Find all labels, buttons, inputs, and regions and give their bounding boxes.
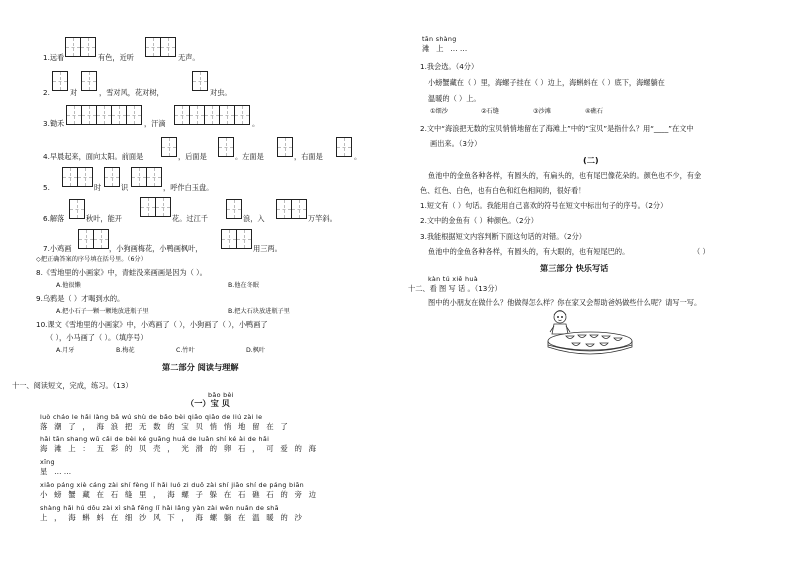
q8-text: 8.《雪地里的小画家》中，青蛙没来画画是因为（ ）。 (36, 268, 207, 277)
q2-text: 2. (43, 88, 50, 97)
answer-box[interactable] (174, 105, 190, 125)
answer-box[interactable] (226, 199, 242, 219)
q4-text: ，右面是 (294, 152, 323, 161)
r-q1-option[interactable]: ②石缝 (481, 108, 499, 115)
answer-box[interactable] (218, 137, 234, 157)
answer-box[interactable] (161, 137, 177, 157)
q3-text: 。 (252, 119, 260, 128)
answer-box[interactable] (111, 105, 127, 125)
q3-text: ，汗滴 (144, 119, 166, 128)
answer-box[interactable] (80, 37, 96, 57)
q9-text: 9.乌鸦是（ ）才喝到水的。 (36, 294, 125, 303)
q7-text: ，小狗画梅花，小鸭画枫叶， (109, 244, 203, 253)
answer-box[interactable] (81, 105, 97, 125)
passage-line: 小 螃 蟹 藏 在 石 缝 里 ， 海 螺 子 躲 在 石 礁 石 的 旁 边 (40, 490, 319, 499)
q11-text: 十一、阅读短文，完成，练习。（13） (12, 381, 133, 390)
answer-box[interactable] (219, 105, 235, 125)
answer-box[interactable] (140, 197, 156, 217)
q1-text: 无声。 (178, 53, 200, 62)
answer-box[interactable] (69, 199, 85, 219)
answer-box[interactable] (52, 71, 68, 91)
passage-pinyin: xiǎo páng xiè cáng zài shí fèng lǐ hǎi luó zi duǒ zài shí jiāo shí de páng biān (40, 481, 305, 489)
answer-box[interactable] (192, 71, 208, 91)
q7-text: 7.小鸡画 (43, 244, 72, 253)
r-q1-title: 1.我会选。（4分） (420, 62, 479, 71)
q6-text: 6.解落 (43, 214, 65, 223)
answer-box[interactable] (155, 197, 171, 217)
sec2-q3-answer[interactable]: （ ） (693, 247, 710, 256)
top-continuation: 滩 上 …… (422, 44, 470, 53)
q6-text: 秋叶，能开 (86, 214, 122, 223)
passage-line: 落 潮 了 ， 海 浪 把 无 数 的 宝 贝 悄 悄 地 留 在 了 (40, 422, 290, 431)
q7-text: 用三两。 (253, 244, 282, 253)
sec1-pinyin: bǎo bèi (208, 391, 234, 399)
answer-box[interactable] (104, 167, 120, 187)
answer-box[interactable] (277, 137, 293, 157)
sec2-q1: 1.短文有（ ）句话。我能用自己喜欢的符号在短文中标出句子的序号。（2分） (420, 201, 668, 210)
q3-text: 3.锄禾 (43, 119, 65, 128)
q12-pinyin: kàn tú xiě huà (428, 275, 478, 283)
sec2-q3: 3.我能根据短文内容判断下面这句话的对错。（2分） (420, 232, 586, 241)
q9-option-b[interactable]: B.把大石块放进瓶子里 (228, 308, 290, 315)
passage-line: 海 滩 上 ： 五 彩 的 贝 壳 ， 光 滑 的 卵 石 ， 可 爱 的 海 (40, 444, 319, 453)
q1-text: 有色，近听 (98, 53, 134, 62)
answer-box[interactable] (62, 167, 78, 187)
q10-text: （ ），小马画了（ ）。（填序号） (46, 333, 148, 342)
q5-text: ，呼作白玉盘。 (163, 183, 214, 192)
answer-box[interactable] (276, 199, 292, 219)
sec2-q3-statement: 鱼池中的金鱼各种各样，有圆头的，有大眼的，也有短尾巴的。 (428, 247, 630, 256)
answer-box[interactable] (204, 105, 220, 125)
passage-pinyin: xīng (40, 458, 55, 466)
answer-box[interactable] (291, 199, 307, 219)
answer-box[interactable] (65, 37, 81, 57)
q4-text: 。 (354, 152, 362, 161)
q10-option-b[interactable]: B.梅花 (116, 347, 135, 354)
sec2-passage: 色、红色、白色，也有白色和红色相间的，很好看！ (420, 186, 586, 195)
q5-text: 时 (94, 183, 102, 192)
passage-line: 上 ， 海 蝌 蚪 在 细 沙 风 下 ， 海 螺 躺 在 温 暖 的 沙 (40, 513, 305, 522)
q5-text: 5. (43, 183, 50, 192)
r-q1-option[interactable]: ④礁石 (585, 108, 603, 115)
r-q2-text: 2.文中“海浪把无数的宝贝悄悄地留在了海滩上”中的“宝贝”是指什么？用“____”在文中 (420, 124, 694, 133)
answer-box[interactable] (236, 229, 252, 249)
child-with-bowls-illustration (530, 305, 640, 360)
q6-text: 万竿斜。 (308, 214, 337, 223)
passage-line: 星 …… (40, 467, 74, 476)
answer-box[interactable] (160, 37, 176, 57)
answer-box[interactable] (145, 37, 161, 57)
q10-option-a[interactable]: A.月牙 (56, 347, 75, 354)
passage-pinyin: shàng hǎi hú dǒu zài xì shā fēng lǐ hǎi lǎng yàn zài wēn nuǎn de shā (40, 504, 279, 512)
answer-box[interactable] (96, 105, 112, 125)
answer-box[interactable] (81, 71, 97, 91)
q2-text: ，雪对风，花对树， (99, 88, 164, 97)
q4-text: ，后面是 (178, 152, 207, 161)
sec2-q2: 2.文中的金鱼有（ ）种颜色。（2分） (420, 216, 538, 225)
answer-box[interactable] (146, 167, 162, 187)
top-pinyin: tān shàng (422, 35, 457, 43)
q2-text: 对虫。 (210, 88, 232, 97)
q12-title: 十二、看 图 写 话 。（13分） (408, 284, 502, 293)
part2-heading: 第二部分 阅读与理解 (162, 362, 239, 372)
q6-text: 浪，入 (243, 214, 265, 223)
q2-text: 对 (70, 88, 78, 97)
sec2-passage: 鱼池中的金鱼各种各样，有圆头的，有扁头的，也有尾巴像花朵的。颜色也不少，有金 (428, 171, 702, 180)
r-q1-option[interactable]: ③沙滩 (533, 108, 551, 115)
answer-box[interactable] (77, 167, 93, 187)
passage-pinyin: luò cháo le hǎi làng bǎ wú shù de bǎo bèi qiāo qiāo de liú zài le (40, 413, 263, 421)
q6-text: 花。过江千 (172, 214, 208, 223)
q10-option-d[interactable]: D.枫叶 (246, 347, 266, 354)
answer-box[interactable] (221, 229, 237, 249)
q4-text: 4.早晨起来，面向太阳。前面是 (43, 152, 144, 161)
q9-option-a[interactable]: A.把小石子一颗一颗地放进瓶子里 (56, 308, 149, 315)
answer-box[interactable] (189, 105, 205, 125)
answer-box[interactable] (131, 167, 147, 187)
answer-box[interactable] (93, 229, 109, 249)
q5-text: 识 (121, 183, 129, 192)
q12-prompt: 图中的小朋友在做什么？他做得怎么样？你在家又会帮助爸妈做些什么呢？请写一写。 (428, 298, 702, 307)
answer-box[interactable] (126, 105, 142, 125)
instruction: ◇把正确答案的序号填在括号里。（6分） (36, 256, 147, 263)
answer-box[interactable] (66, 105, 82, 125)
q4-text: 。左面是 (235, 152, 264, 161)
sec1-title: （一）宝 贝 (186, 398, 230, 408)
r-q2-text: 画出来。（3分） (430, 139, 482, 148)
q1-text: 1.远看 (43, 53, 65, 62)
sec2-title: (二) (583, 155, 599, 165)
answer-box[interactable] (336, 137, 352, 157)
passage-pinyin: hǎi tān shang wǔ cǎi de bèi ké guāng huá de luǎn shí ké ài de hǎi (40, 435, 270, 443)
part3-heading: 第三部分 快乐写话 (540, 263, 609, 273)
q10-option-c[interactable]: C.竹叶 (176, 347, 195, 354)
r-q1-body: 温暖的（ ）上。 (428, 94, 481, 103)
q8-option-b[interactable]: B.他在冬眠 (228, 282, 259, 289)
answer-box[interactable] (78, 229, 94, 249)
q8-option-a[interactable]: A.他很懒 (56, 282, 81, 289)
q10-text: 10.课文《雪地里的小画家》中，小鸡画了（ ），小狗画了（ ），小鸭画了 (36, 320, 268, 329)
answer-box[interactable] (234, 105, 250, 125)
r-q1-body: 小螃蟹藏在（ ）里，海螺子挂在（ ）边上，海蝌蚪在（ ）底下，海螺躺在 (428, 78, 665, 87)
r-q1-option[interactable]: ①细沙 (430, 108, 448, 115)
